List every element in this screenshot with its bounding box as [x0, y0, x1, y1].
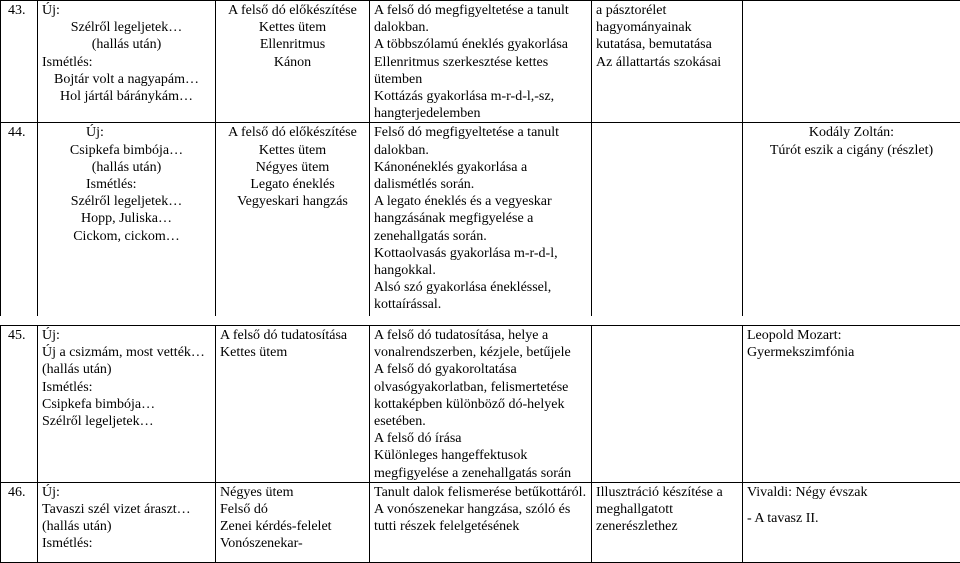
- song-line: Hol jártál báránykám…: [42, 88, 211, 105]
- song-line: (hallás után): [42, 518, 211, 535]
- listening-cell: [743, 123, 960, 319]
- lesson-number: 44.: [1, 123, 38, 319]
- skill-line: Vonószenekar-: [220, 535, 365, 552]
- song-line: Bojtár volt a nagyapám…: [42, 71, 211, 88]
- development-line: A felső dó megfigyeltetése a tanult dalokban.: [374, 2, 587, 36]
- listening-line: Vivaldi: Négy évszak: [747, 484, 956, 501]
- song-line: Szélről legeljetek…: [42, 413, 211, 430]
- lesson-number: 45.: [1, 326, 38, 483]
- skill-line: Legato éneklés: [220, 176, 365, 193]
- song-line: Ismétlés:: [42, 535, 211, 552]
- skill-line: A felső dó előkészítése: [220, 124, 365, 141]
- listening-line: Kodály Zoltán:: [747, 124, 956, 141]
- skill-line: Kánon: [220, 54, 365, 71]
- skill-line: Zenei kérdés-felelet: [220, 518, 365, 535]
- development-line: Tanult dalok felismerése betűkottáról.: [374, 484, 587, 501]
- skill-line: Négyes ütem: [220, 484, 365, 501]
- skill-line: A felső dó előkészítése: [220, 2, 365, 19]
- song-line: Szélről legeljetek…: [42, 193, 211, 210]
- listening-line: Gyermekszimfónia: [747, 344, 956, 361]
- songs-cell: [38, 482, 216, 562]
- development-line: A többszólamú éneklés gyakorlása Ellenritmus szerkesztése kettes ütemben: [374, 36, 587, 88]
- connection-line: Illusztráció készítése a meghallgatott zenerészlethez: [596, 484, 738, 536]
- song-line: Csipkefa bimbója…: [42, 142, 211, 159]
- skill-line: Négyes ütem: [220, 159, 365, 176]
- development-line: A felső dó tudatosítása, helye a vonalrendszerben, kézjele, betűjele: [374, 327, 587, 361]
- skills-cell: [216, 482, 370, 562]
- song-line: Cickom, cickom…: [42, 228, 211, 245]
- connection-line: a pásztorélet hagyományainak kutatása, bemutatása: [596, 2, 738, 54]
- song-line: (hallás után): [42, 36, 211, 53]
- development-line: A vonószenekar hangzása, szóló és tutti részek felelgetésének: [374, 501, 587, 535]
- song-line: Hopp, Juliska…: [42, 210, 211, 227]
- development-line: A legato éneklés és a vegyeskar hangzásának megfigyelése a zenehallgatás során.: [374, 193, 587, 245]
- development-line: Kánonéneklés gyakorlása a dalismétlés során.: [374, 159, 587, 193]
- song-line: (hallás után): [42, 361, 211, 378]
- development-cell: [370, 326, 592, 483]
- table-row: [1, 482, 960, 562]
- development-line: Kottaolvasás gyakorlása m-r-d-l, hangokkal.: [374, 245, 587, 279]
- connection-line: Az állattartás szokásai: [596, 54, 738, 71]
- song-line: Tavaszi szél vizet áraszt…: [42, 501, 211, 518]
- song-line: Új:: [42, 124, 211, 141]
- song-line: (hallás után): [42, 159, 211, 176]
- skill-line: Kettes ütem: [220, 344, 365, 361]
- connections-cell: [592, 326, 743, 483]
- skill-line: Kettes ütem: [220, 19, 365, 36]
- connections-cell: [592, 1, 743, 123]
- listening-cell: [743, 326, 960, 483]
- development-line: Kottázás gyakorlása m-r-d-l,-sz, hangterjedelemben: [374, 88, 587, 122]
- table-row: [1, 123, 960, 319]
- development-cell: [370, 482, 592, 562]
- skill-line: Felső dó: [220, 501, 365, 518]
- development-line: Alsó szó gyakorlása énekléssel, kottaírással.: [374, 279, 587, 313]
- lesson-number: 46.: [1, 482, 38, 562]
- listening-cell: [743, 1, 960, 123]
- song-line: Új:: [42, 327, 211, 344]
- page-break-gap: [0, 316, 960, 325]
- skill-line: Ellenritmus: [220, 36, 365, 53]
- skills-cell: [216, 326, 370, 483]
- songs-cell: [38, 326, 216, 483]
- listening-line: Leopold Mozart:: [747, 327, 956, 344]
- skill-line: Kettes ütem: [220, 142, 365, 159]
- development-cell: [370, 123, 592, 319]
- skill-line: Vegyeskari hangzás: [220, 193, 365, 210]
- lesson-plan-table-lower: [0, 325, 960, 563]
- songs-cell: [38, 123, 216, 319]
- development-line: Különleges hangeffektusok megfigyelése a zenehallgatás során: [374, 447, 587, 481]
- lesson-number: 43.: [1, 1, 38, 123]
- connections-cell: [592, 482, 743, 562]
- songs-cell: [38, 1, 216, 123]
- song-line: Új a csizmám, most vették…: [42, 344, 211, 361]
- song-line: Csipkefa bimbója…: [42, 396, 211, 413]
- song-line: Ismétlés:: [42, 54, 211, 71]
- development-cell: [370, 1, 592, 123]
- song-line: Ismétlés:: [42, 379, 211, 396]
- listening-line: Túrót eszik a cigány (részlet): [747, 142, 956, 159]
- listening-line: - A tavasz II.: [747, 510, 956, 527]
- development-line: A felső dó gyakoroltatása olvasógyakorlatban, felismertetése kottaképben különböző dó-helyek esetében.: [374, 361, 587, 430]
- skill-line: A felső dó tudatosítása: [220, 327, 365, 344]
- development-line: Felső dó megfigyeltetése a tanult dalokban.: [374, 124, 587, 158]
- table-row: [1, 326, 960, 483]
- skills-cell: [216, 123, 370, 319]
- song-line: Ismétlés:: [42, 176, 211, 193]
- song-line: Új:: [42, 2, 211, 19]
- listening-cell: [743, 482, 960, 562]
- connections-cell: [592, 123, 743, 319]
- development-line: A felső dó írása: [374, 430, 587, 447]
- song-line: Szélről legeljetek…: [42, 19, 211, 36]
- song-line: Új:: [42, 484, 211, 501]
- table-row: [1, 1, 960, 123]
- skills-cell: [216, 1, 370, 123]
